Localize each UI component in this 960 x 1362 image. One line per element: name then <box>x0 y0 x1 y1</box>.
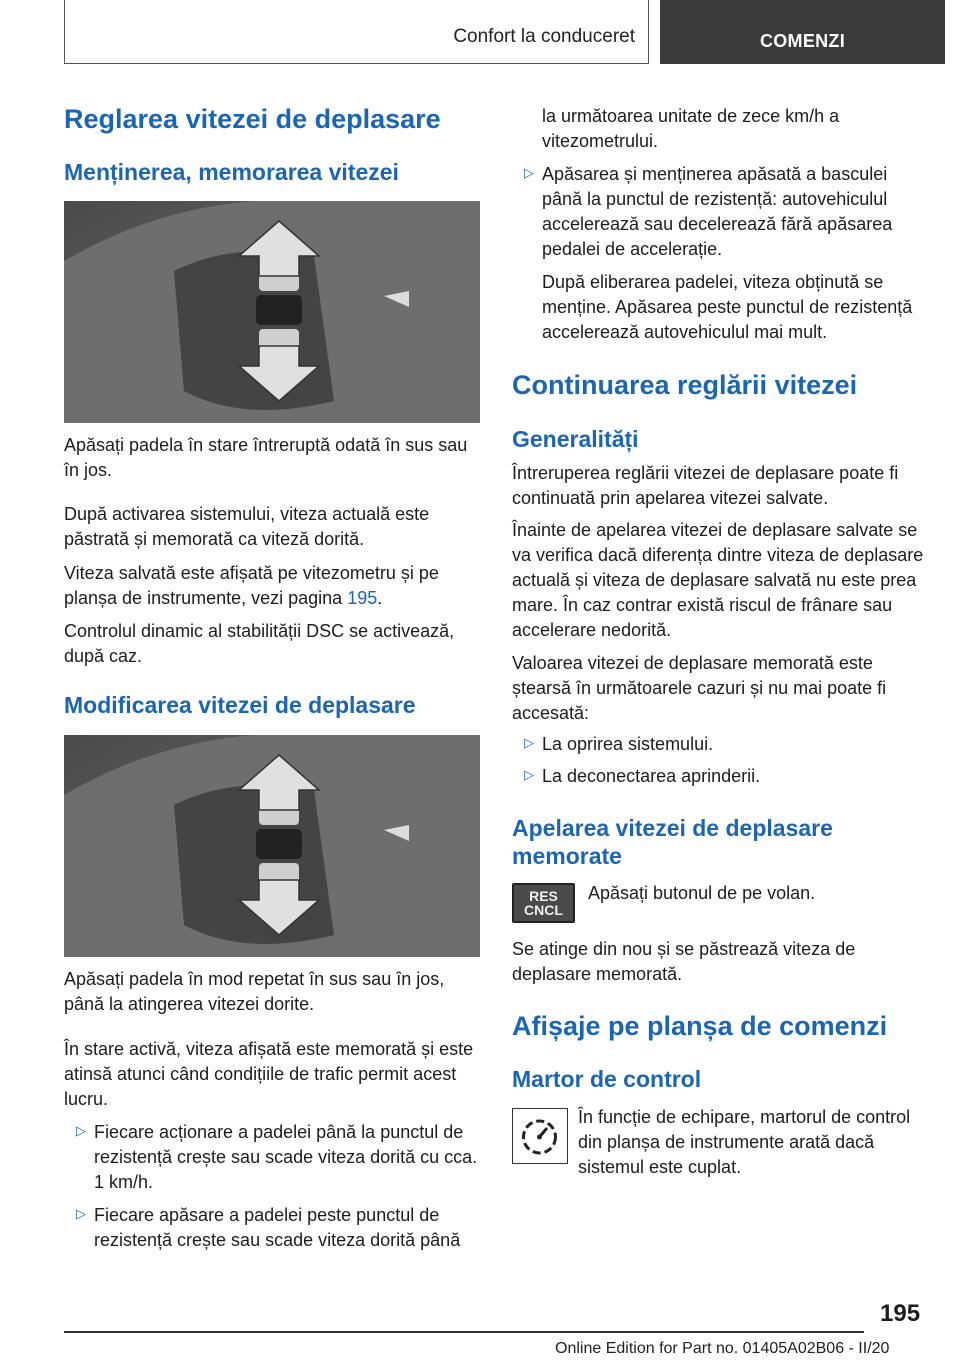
bullet-text: La deconectarea aprinderii. <box>542 766 761 786</box>
res-cncl-button-icon <box>512 883 575 923</box>
bullet-triangle-icon: ▷ <box>524 165 534 180</box>
bullet-triangle-icon: ▷ <box>76 1206 86 1221</box>
paragraph-press-repeatedly: Apăsați padela în mod repetat în sus sau în jos, până la atingerea vitezei dorite. <box>64 969 445 1014</box>
cncl-label: CNCL <box>524 902 563 918</box>
page-number: 195 <box>880 1300 921 1327</box>
paragraph-dsc: Controlul dinamic al stabilității DSC se activează, după caz. <box>64 621 455 666</box>
list-item <box>64 1120 482 1195</box>
res-label: RES <box>529 888 558 904</box>
list-item <box>512 764 932 789</box>
paragraph-after-activation: După activarea sistemului, viteza actuală este păstrată și memorată ca viteză dorită. <box>64 504 430 549</box>
bullet-continuation: la următoarea unitate de zece km/h a vitezometrului. <box>542 106 840 151</box>
paragraph-press-button: Apăsați butonul de pe volan. <box>588 883 816 903</box>
footer-divider <box>64 1331 864 1333</box>
paragraph-text: Viteza salvată este afișată pe vitezometru și pe planșa de instrumente, vezi pagina <box>64 563 439 608</box>
steering-wheel-image-2 <box>64 735 480 957</box>
paragraph-text-end: . <box>377 588 383 608</box>
footer-edition: Online Edition for Part no. 01405A02B06 - II/20 <box>555 1340 890 1357</box>
list-item <box>64 1203 482 1253</box>
list-item <box>512 732 932 757</box>
steering-wheel-image-1 <box>64 201 480 423</box>
section-heading-displays: Afișaje pe planșa de comenzi <box>512 1011 888 1041</box>
paragraph-speed-reached: Se atinge din nou și se păstrează viteza de deplasare memorată. <box>512 939 856 984</box>
paragraph-before-recall: Înainte de apelarea vitezei de deplasare salvate se va verifica dacă diferența dintre viteza de deplasare actuală și viteza de deplasare salvată nu este prea mare. În caz contrar există riscul de frânare sau accelerare nedorită. <box>512 520 924 640</box>
header-chapter-tab: COMENZI <box>660 0 945 64</box>
paragraph-interruption: Întreruperea reglării vitezei de deplasare poate fi continuată prin apelarea vitezei salvate. <box>512 463 899 508</box>
bullet-text: Apăsarea și menținerea apăsată a basculei până la punctul de rezistență: autovehiculul accelerează sau decelerează fără apăsarea pedalei de accelerație. <box>542 164 893 259</box>
paragraph-speed-shown <box>64 561 482 611</box>
subheading-memorize: Menținerea, memorarea vitezei <box>64 159 399 185</box>
section-heading-cruise: Reglarea vitezei de deplasare <box>64 104 441 134</box>
bullet-text: La oprirea sistemului. <box>542 734 714 754</box>
bullet-text: Fiecare apăsare a padelei peste punctul de rezistență crește sau scade viteza dorită până <box>94 1205 461 1250</box>
page-link[interactable]: 195 <box>347 588 378 608</box>
header-section-title: Confort la conduceret <box>453 26 635 47</box>
paragraph-indicator-desc: În funcție de echipare, martorul de control din planșa de instrumente arată dacă sistemul este cuplat. <box>578 1107 911 1177</box>
bullet-triangle-icon: ▷ <box>524 735 534 750</box>
paragraph-active-state: În stare activă, viteza afișată este memorată și este atinsă atunci când condițiile de trafic permit acest lucru. <box>64 1039 474 1109</box>
paragraph-erased: Valoarea vitezei de deplasare memorată este ștearsă în următoarele cazuri și nu mai poate fi accesată: <box>512 653 887 723</box>
subheading-recall: Apelarea vitezei de deplasare memorate <box>512 815 833 869</box>
paragraph-press-once: Apăsați padela în stare întreruptă odată în sus sau în jos. <box>64 435 468 480</box>
subheading-general: Generalități <box>512 426 639 452</box>
subheading-indicator: Martor de control <box>512 1066 702 1092</box>
bullet-text: Fiecare acționare a padelei până la punctul de rezistență crește sau scade viteza dorită cu cca. 1 km/h. <box>94 1122 478 1192</box>
section-heading-resume: Continuarea reglării vitezei <box>512 370 858 400</box>
bullet-subtext: După eliberarea padelei, viteza obținută se menține. Apăsarea peste punctul de rezistență accelerează autovehiculul mai mult. <box>542 272 913 342</box>
bullet-triangle-icon: ▷ <box>76 1123 86 1138</box>
speedometer-indicator-icon <box>512 1108 568 1164</box>
bullet-triangle-icon: ▷ <box>524 767 534 782</box>
subheading-change-speed: Modificarea vitezei de deplasare <box>64 692 416 718</box>
list-item <box>512 162 932 262</box>
